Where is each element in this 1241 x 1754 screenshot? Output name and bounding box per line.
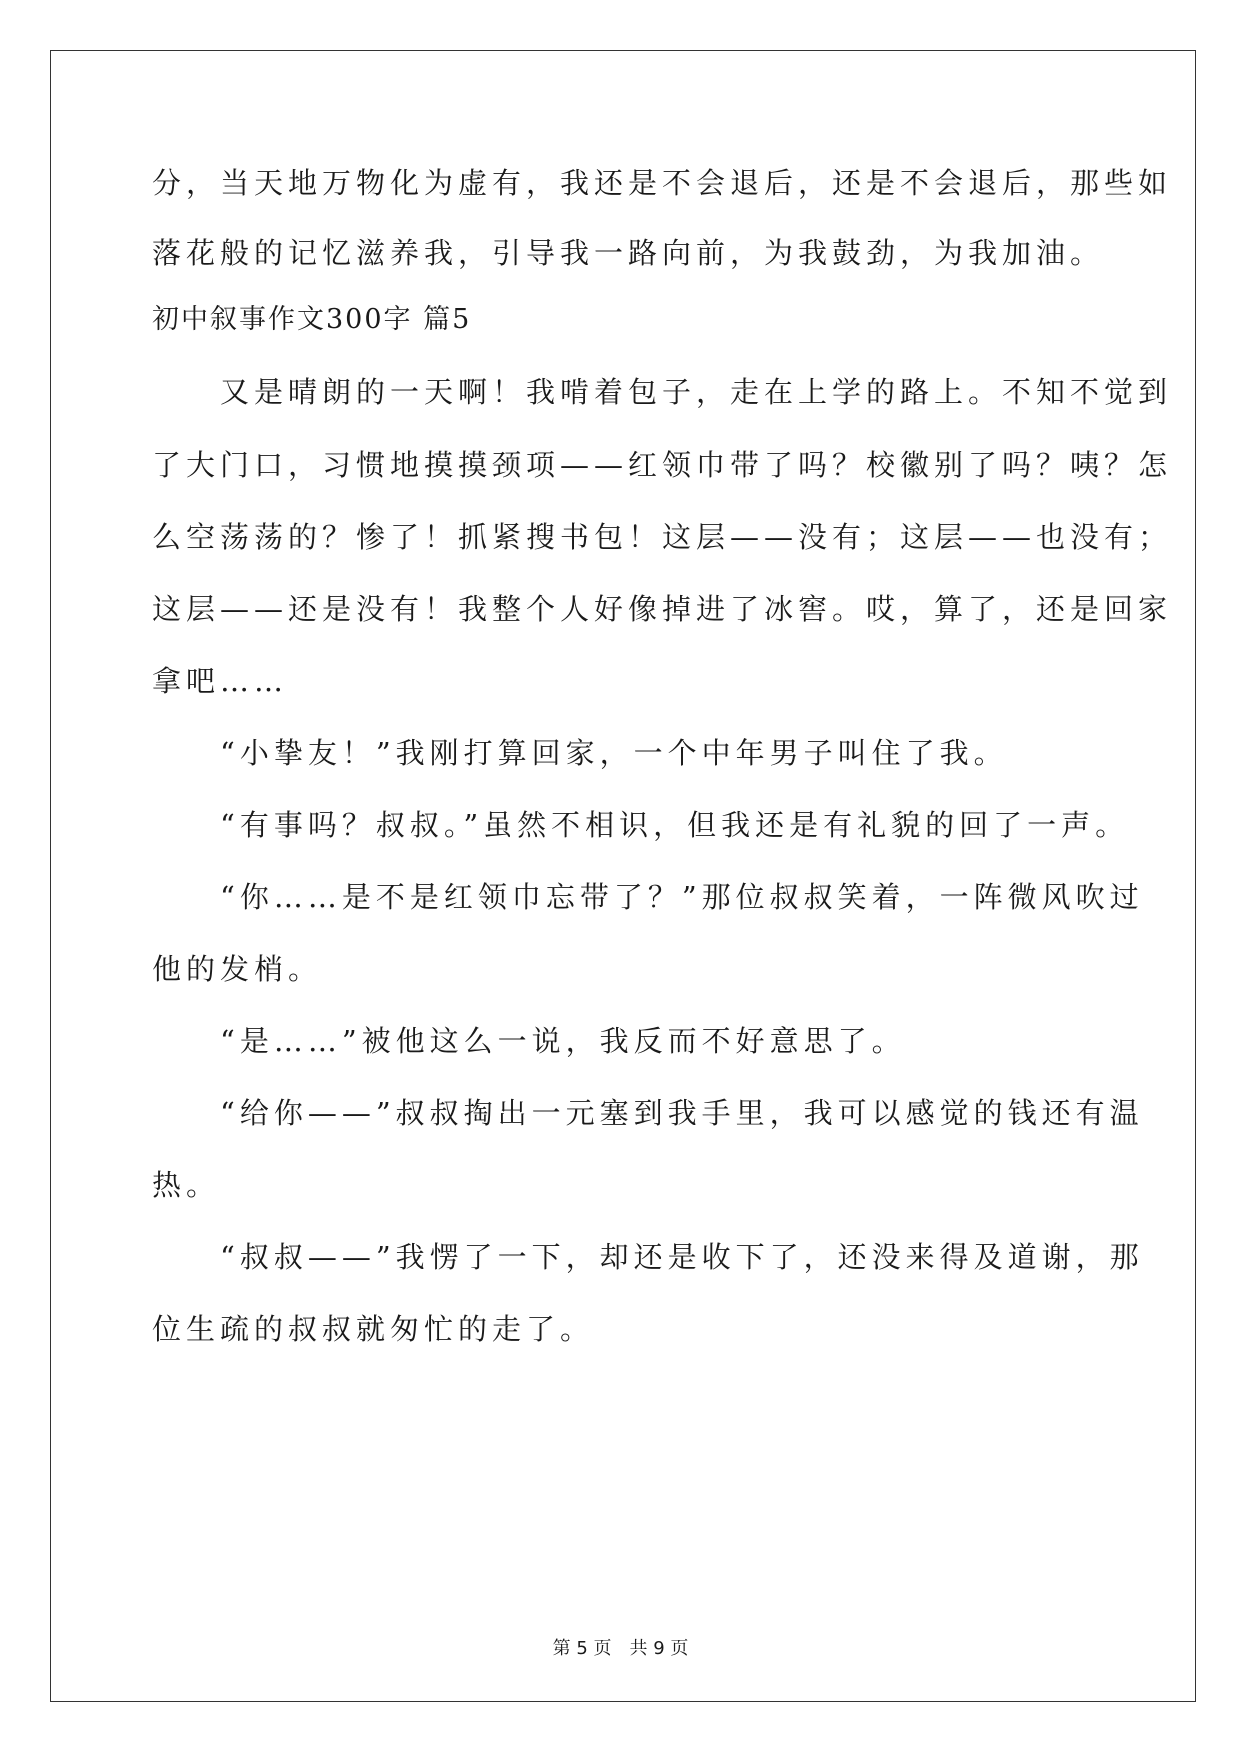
text-line: “小挚友！”我刚打算回家，一个中年男子叫住了我。 <box>152 736 1008 770</box>
text-line: 分，当天地万物化为虚有，我还是不会退后，还是不会退后，那些如 <box>152 166 1173 200</box>
text-line: 他的发梢。 <box>152 952 323 986</box>
text-line: 位生疏的叔叔就匆忙的走了。 <box>152 1312 595 1346</box>
text-line: 拿吧…… <box>152 664 289 698</box>
text-line: “叔叔——”我愣了一下，却还是收下了，还没来得及道谢，那 <box>152 1240 1144 1274</box>
text-line: 这层——还是没有！我整个人好像掉进了冰窖。哎，算了，还是回家 <box>152 592 1173 626</box>
text-line: “给你——”叔叔掏出一元塞到我手里，我可以感觉的钱还有温 <box>152 1096 1144 1130</box>
text-line: 了大门口，习惯地摸摸颈项——红领巾带了吗？校徽别了吗？咦？怎 <box>152 448 1173 482</box>
text-line: “是……”被他这么一说，我反而不好意思了。 <box>152 1024 906 1058</box>
text-line: 又是晴朗的一天啊！我啃着包子，走在上学的路上。不知不觉到 <box>152 375 1173 409</box>
text-line: “你……是不是红领巾忘带了？”那位叔叔笑着，一阵微风吹过 <box>152 880 1144 914</box>
page-footer: 第 5 页 共 9 页 <box>552 1638 689 1659</box>
text-line: 落花般的记忆滋养我，引导我一路向前，为我鼓劲，为我加油。 <box>152 236 1105 270</box>
text-line: 么空荡荡的？惨了！抓紧搜书包！这层——没有；这层——也没有； <box>152 520 1173 554</box>
text-line: “有事吗？叔叔。”虽然不相识，但我还是有礼貌的回了一声。 <box>152 808 1130 842</box>
text-line: 热。 <box>152 1168 221 1202</box>
section-heading: 初中叙事作文300字 篇5 <box>152 304 472 335</box>
page-border <box>50 50 1196 1702</box>
